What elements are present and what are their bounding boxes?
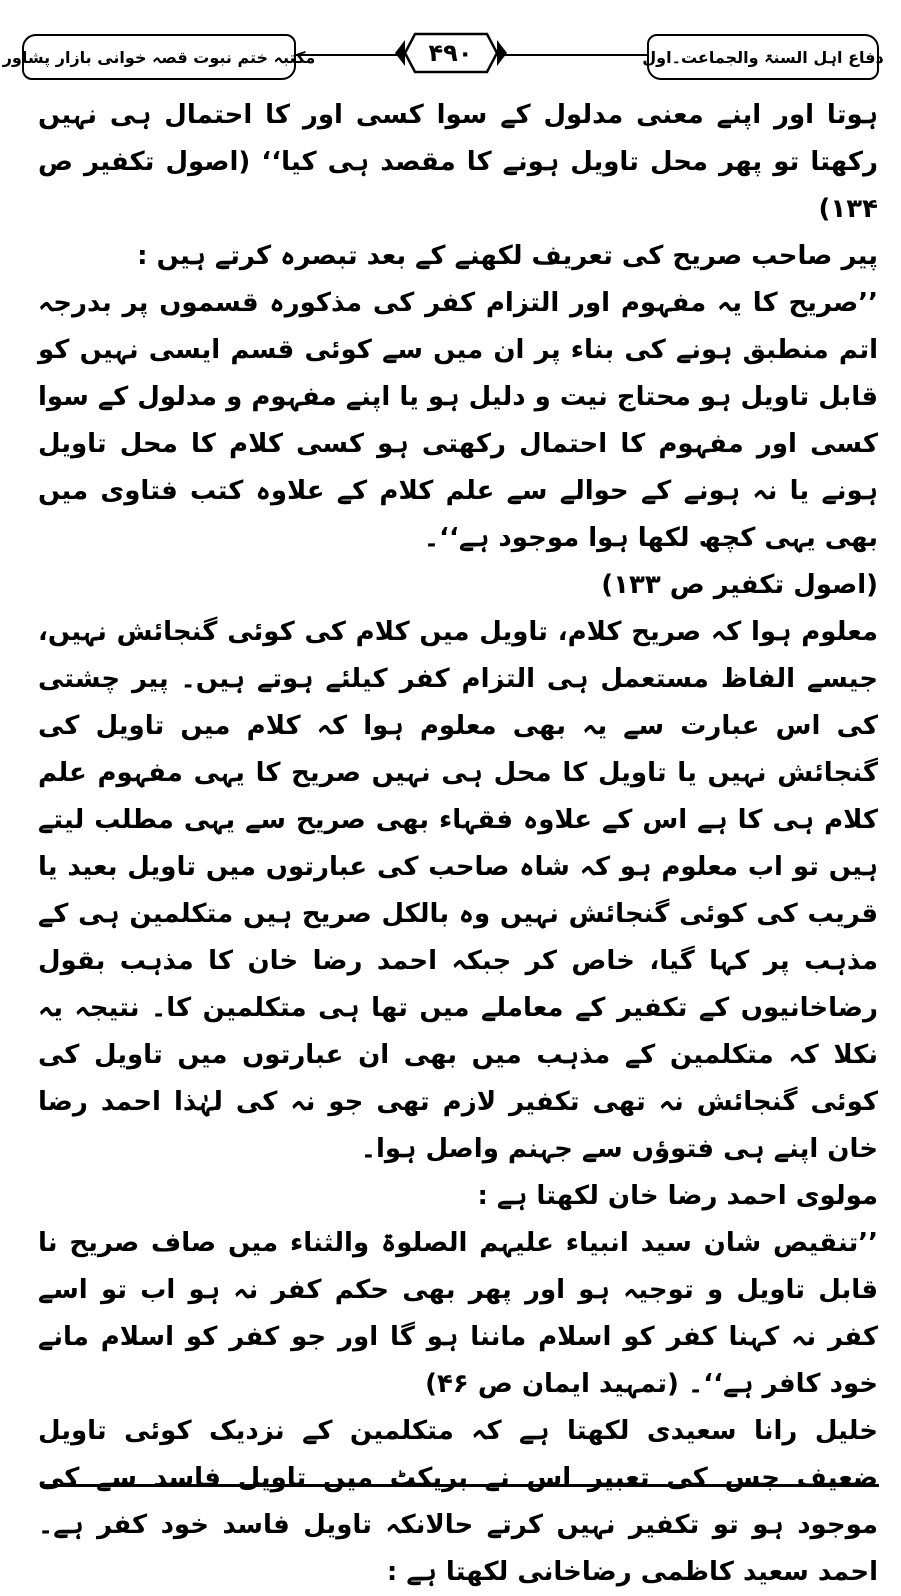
book-title: دفاع اہل السنۃ والجماعت۔اول (642, 47, 884, 67)
quote-reference: (اصول تکفیر ص ۱۳۳) (601, 570, 878, 600)
publisher-name: مکتبہ ختم نبوت قصہ خوانی بازار پشاور (2, 47, 316, 67)
closing-paragraph: خلیل رانا سعیدی لکھتا ہے کہ متکلمین کے نزدیک کوئی تاویل ضعیف جس کی تعبیر اس نے بریکٹ میں تاویل فاسد سے کی موجود ہو تو تکفیر نہیں کرتے حالانکہ تاویل فاسد خود کفر ہے۔ احمد سعید کاظمی رضاخانی لکھتا ہے : (38, 1416, 878, 1587)
page-body (38, 92, 878, 1596)
page-number: ۴۹۰ (428, 39, 473, 67)
book-title-box (642, 34, 884, 80)
page-header (2, 28, 884, 84)
ahmad-raza-quote: ’’تنقیص شان سید انبیاء علیہم الصلوۃ والثناء میں صاف صریح نا قابل تاویل و توجیہ ہو اور پھر بھی حکم کفر نہ ہو اب تو اسے کفر نہ کہنا کفر کو اسلام ماننا ہو گا اور جو کفر کو اسلام مانے خود کافر ہے‘‘۔ (تمہید ایمان ص ۴۶) (38, 1228, 878, 1399)
page-number-badge (391, 28, 511, 78)
commentary-intro: پیر صاحب صریح کی تعریف لکھنے کے بعد تبصرہ کرتے ہیں : (137, 241, 878, 271)
author-intro: مولوی احمد رضا خان لکھتا ہے : (477, 1181, 878, 1211)
publisher-box (2, 34, 316, 80)
body-paragraph: معلوم ہوا کہ صریح کلام، تاویل میں کلام کی کوئی گنجائش نہیں، جیسے الفاظ مستعمل ہی التزام کفر کیلئے ہوتے ہیں۔ پیر چشتی کی اس عبارت سے یہ بھی معلوم ہوا کہ کلام میں تاویل کی گنجائش نہیں یا تاویل کا محل ہی نہیں صریح کا یہی مفہوم علم کلام ہی کا ہے اس کے علاوہ فقہاء بھی صریح سے یہی مطلب لیتے ہیں تو اب معلوم ہو کہ شاہ صاحب کی عبارتوں میں تاویل بعید یا قریب کی کوئی گنجائش نہیں وہ بالکل صریح ہیں متکلمین ہی کے مذہب پر کہا گیا، خاص کر جبکہ احمد رضا خان کا مذہب بقول رضاخانیوں کے تکفیر کے معاملے میں تھا ہی متکلمین کا۔ نتیجہ یہ نکلا کہ متکلمین کے مذہب میں بھی ان عبارتوں میں تاویل کی کوئی گنجائش نہ تھی تکفیر لازم تھی جو نہ کی لہٰذا احمد رضا خان اپنے ہی فتوؤں سے جہنم واصل ہوا۔ (38, 617, 878, 1164)
footer-rule (40, 1484, 879, 1487)
quote-continuation: ہوتا اور اپنے معنی مدلول کے سوا کسی اور کا احتمال ہی نہیں رکھتا تو پھر محل تاویل ہونے کا مقصد ہی کیا‘‘ (اصول تکفیر ص ۱۳۴) (38, 100, 878, 224)
block-quote: ’’صریح کا یہ مفہوم اور التزام کفر کی مذکورہ قسموں پر بدرجہ اتم منطبق ہونے کی بناء پر ان میں سے کوئی قسم ایسی نہیں کو قابل تاویل ہو محتاج نیت و دلیل ہو یا اپنے مفہوم و مدلول کے سوا کسی اور مفہوم کا احتمال رکھتی ہو کسی کلام کا محل تاویل ہونے یا نہ ہونے کے حوالے سے علم کلام کے علاوہ کتب فتاوی میں بھی یہی کچھ لکھا ہوا موجود ہے‘‘۔ (38, 288, 878, 553)
